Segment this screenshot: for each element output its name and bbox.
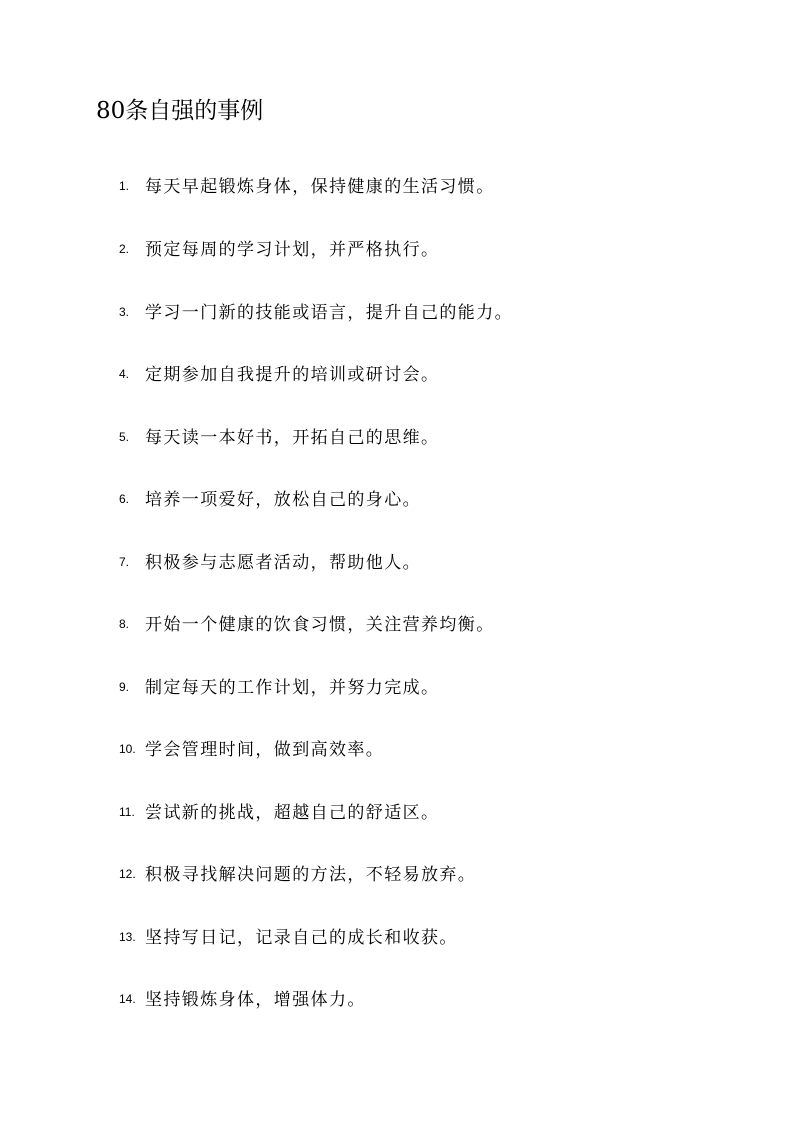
list-item — [119, 920, 458, 950]
list-item — [119, 482, 421, 512]
list-item — [119, 232, 439, 262]
list-item-number: 6. — [119, 492, 130, 506]
list-item — [119, 732, 384, 762]
list-item-number: 7. — [119, 555, 130, 569]
list-item-number: 1. — [119, 179, 130, 193]
list-item — [119, 545, 421, 575]
list-item-text: 预定每周的学习计划，并严格执行。 — [145, 239, 440, 260]
list-item-number: 3. — [119, 305, 130, 319]
list-item — [119, 169, 495, 199]
list-item-number: 14. — [119, 992, 136, 1006]
list-item-text: 开始一个健康的饮食习惯，关注营养均衡。 — [145, 614, 495, 635]
list-item — [119, 295, 513, 325]
list-item — [119, 670, 439, 700]
document-title: 80条自强的事例 — [96, 98, 264, 124]
list-item — [119, 357, 439, 387]
list-item-text: 学会管理时间，做到高效率。 — [145, 739, 385, 760]
list-item-number: 10. — [119, 742, 136, 756]
list-item-number: 9. — [119, 680, 130, 694]
list-item-text: 积极寻找解决问题的方法，不轻易放弃。 — [145, 864, 477, 885]
list-item — [119, 795, 439, 825]
list-item — [119, 420, 439, 450]
list-item-number: 13. — [119, 930, 136, 944]
list-item-text: 坚持写日记，记录自己的成长和收获。 — [145, 927, 458, 948]
list-item-text: 培养一项爱好，放松自己的身心。 — [145, 489, 421, 510]
list-item-number: 11. — [119, 805, 135, 819]
list-item-number: 2. — [119, 242, 130, 256]
list-item-number: 8. — [119, 617, 130, 631]
list-item-text: 每天早起锻炼身体，保持健康的生活习惯。 — [145, 176, 495, 197]
list-item-text: 制定每天的工作计划，并努力完成。 — [145, 677, 440, 698]
list-item-number: 5. — [119, 430, 130, 444]
list-item-text: 尝试新的挑战，超越自己的舒适区。 — [145, 802, 440, 823]
list-item-text: 学习一门新的技能或语言，提升自己的能力。 — [145, 302, 513, 323]
list-item-text: 每天读一本好书，开拓自己的思维。 — [145, 427, 440, 448]
list-item-number: 12. — [119, 867, 136, 881]
list-item-text: 积极参与志愿者活动，帮助他人。 — [145, 552, 421, 573]
list-item-text: 坚持锻炼身体，增强体力。 — [145, 989, 366, 1010]
list-item-text: 定期参加自我提升的培训或研讨会。 — [145, 364, 440, 385]
list-item — [119, 982, 366, 1012]
list-item — [119, 857, 476, 887]
list-item — [119, 607, 495, 637]
list-item-number: 4. — [119, 367, 130, 381]
